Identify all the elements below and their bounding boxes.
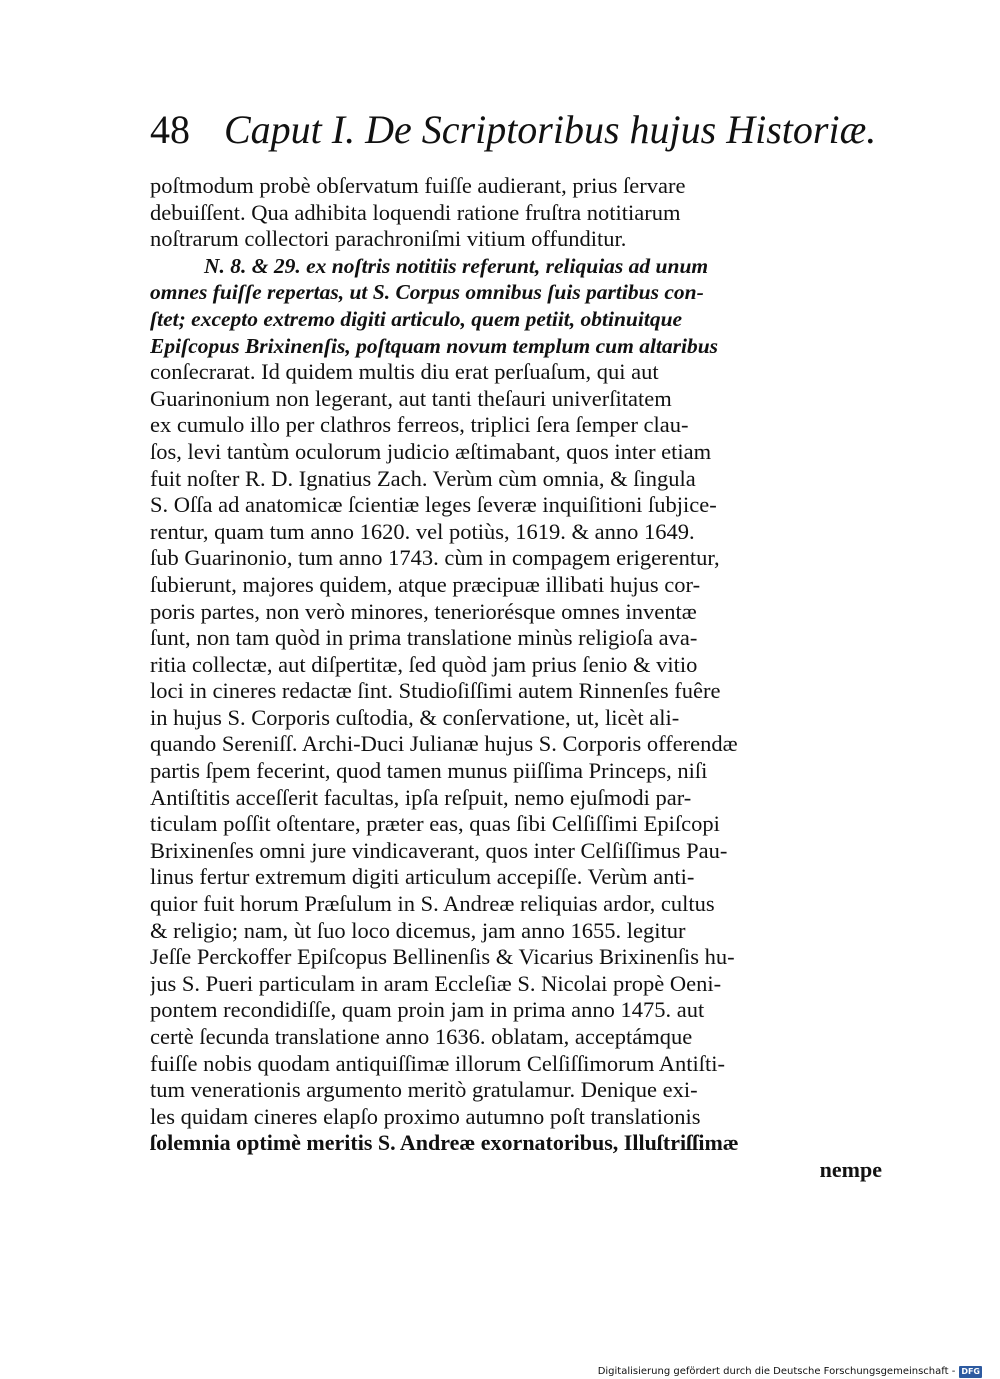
page-number: 48 — [150, 107, 190, 152]
text-line: jus S. Pueri particulam in aram Eccleſiæ S. Nicolai propè Oeni- — [150, 970, 722, 996]
catchword: nempe — [819, 1156, 882, 1182]
text-line: N. 8. & 29. ex noſtris notitiis referunt, reliquias ad unum — [204, 253, 709, 278]
text-line: Antiſtitis acceſſerit facultas, ipſa reſpuit, nemo ejuſmodi par- — [150, 784, 692, 810]
digitization-footer — [598, 1365, 982, 1379]
text-line: noſtrarum collectori parachroniſmi vitium offunditur. — [150, 226, 627, 252]
text-line: ſubierunt, majores quidem, atque præcipuæ illibati hujus cor- — [150, 571, 701, 597]
page-header — [150, 100, 890, 160]
text-line: Guarinonium non legerant, aut tanti theſauri univerſitatem — [150, 385, 672, 411]
text-line: omnes fuiſſe repertas, ut S. Corpus omnibus ſuis partibus con- — [150, 280, 704, 305]
text-line: Jeſſe Perckoffer Epiſcopus Bellinenſis & Vicarius Brixinenſis hu- — [150, 944, 735, 970]
text-line: ſolemnia optimè meritis S. Andreæ exornatoribus, Illuſtriſſimæ — [150, 1130, 739, 1156]
text-line: & religio; nam, ùt ſuo loco dicemus, jam anno 1655. legitur — [150, 917, 686, 943]
text-line: ſtet; excepto extremo digiti articulo, quem petiit, obtinuitque — [150, 306, 683, 331]
text-line: linus fertur extremum digiti articulum accepiſſe. Verùm anti- — [150, 864, 695, 890]
text-line: ritia collectæ, aut diſpertitæ, ſed quòd jam prius ſenio & vitio — [150, 651, 698, 677]
text-line: fuiſſe nobis quodam antiquiſſimæ illorum Celſiſſimorum Antiſti- — [150, 1050, 725, 1076]
text-line: poſtmodum probè obſervatum fuiſſe audierant, prius ſervare — [150, 173, 686, 198]
text-line: ſos, levi tantùm oculorum judicio æſtimabant, quos inter etiam — [150, 438, 712, 464]
text-line: quando Sereniſſ. Archi-Duci Julianæ hujus S. Corporis offerendæ — [150, 731, 738, 757]
text-line: S. Oſſa ad anatomicæ ſcientiæ leges ſeveræ inquiſitioni ſubjice- — [150, 492, 717, 518]
text-line: conſecrarat. Id quidem multis diu erat perſuaſum, qui aut — [150, 359, 659, 385]
text-line: quior fuit horum Præſulum in S. Andreæ reliquias ardor, cultus — [150, 891, 715, 917]
text-line: partis ſpem fecerint, quod tamen munus piiſſima Princeps, niſi — [150, 758, 708, 784]
text-line: tum venerationis argumento meritò gratulamur. Denique exi- — [150, 1077, 698, 1103]
text-line: pontem recondidiſſe, quam proin jam in prima anno 1475. aut — [150, 997, 705, 1023]
footer-text: Digitalisierung gefördert durch die Deutsche Forschungsgemeinschaft - — [597, 1366, 956, 1377]
text-line: Brixinenſes omni jure vindicaverant, quos inter Celſiſſimus Pau- — [150, 837, 728, 863]
running-title: Caput I. De Scriptoribus hujus Historiæ. — [224, 107, 877, 152]
text-line: fuit noſter R. D. Ignatius Zach. Verùm cùm omnia, & ſingula — [150, 465, 696, 491]
text-line: certè ſecunda translatione anno 1636. oblatam, acceptámque — [150, 1024, 693, 1049]
text-line: ſunt, non tam quòd in prima translatione minùs religioſa ava- — [150, 625, 698, 651]
text-line: Epiſcopus Brixinenſis, poſtquam novum templum cum altaribus — [150, 333, 719, 358]
text-line: poris partes, non verò minores, teneriorésque omnes inventæ — [150, 598, 697, 624]
text-line: les quidam cineres elapſo proximo autumno poſt translationis — [150, 1103, 701, 1129]
body-text — [150, 173, 882, 1184]
text-line: debuiſſent. Qua adhibita loquendi ratione fruſtra notitiarum — [150, 199, 681, 225]
text-line: ex cumulo illo per clathros ferreos, triplici ſera ſemper clau- — [150, 412, 689, 438]
text-line: ticulam poſſit oſtentare, præter eas, quas ſibi Celſiſſimi Epiſcopi — [150, 811, 720, 837]
text-line: loci in cineres redactæ ſint. Studioſiſſimi autem Rinnenſes fuêre — [150, 678, 721, 704]
text-line: rentur, quam tum anno 1620. vel potiùs, 1619. & anno 1649. — [150, 518, 695, 544]
text-line: ſub Guarinonio, tum anno 1743. cùm in compagem erigerentur, — [150, 545, 720, 571]
text-line: in hujus S. Corporis cuſtodia, & conſervatione, ut, licèt ali- — [150, 704, 680, 730]
dfg-logo-icon: DFG — [961, 1367, 980, 1376]
